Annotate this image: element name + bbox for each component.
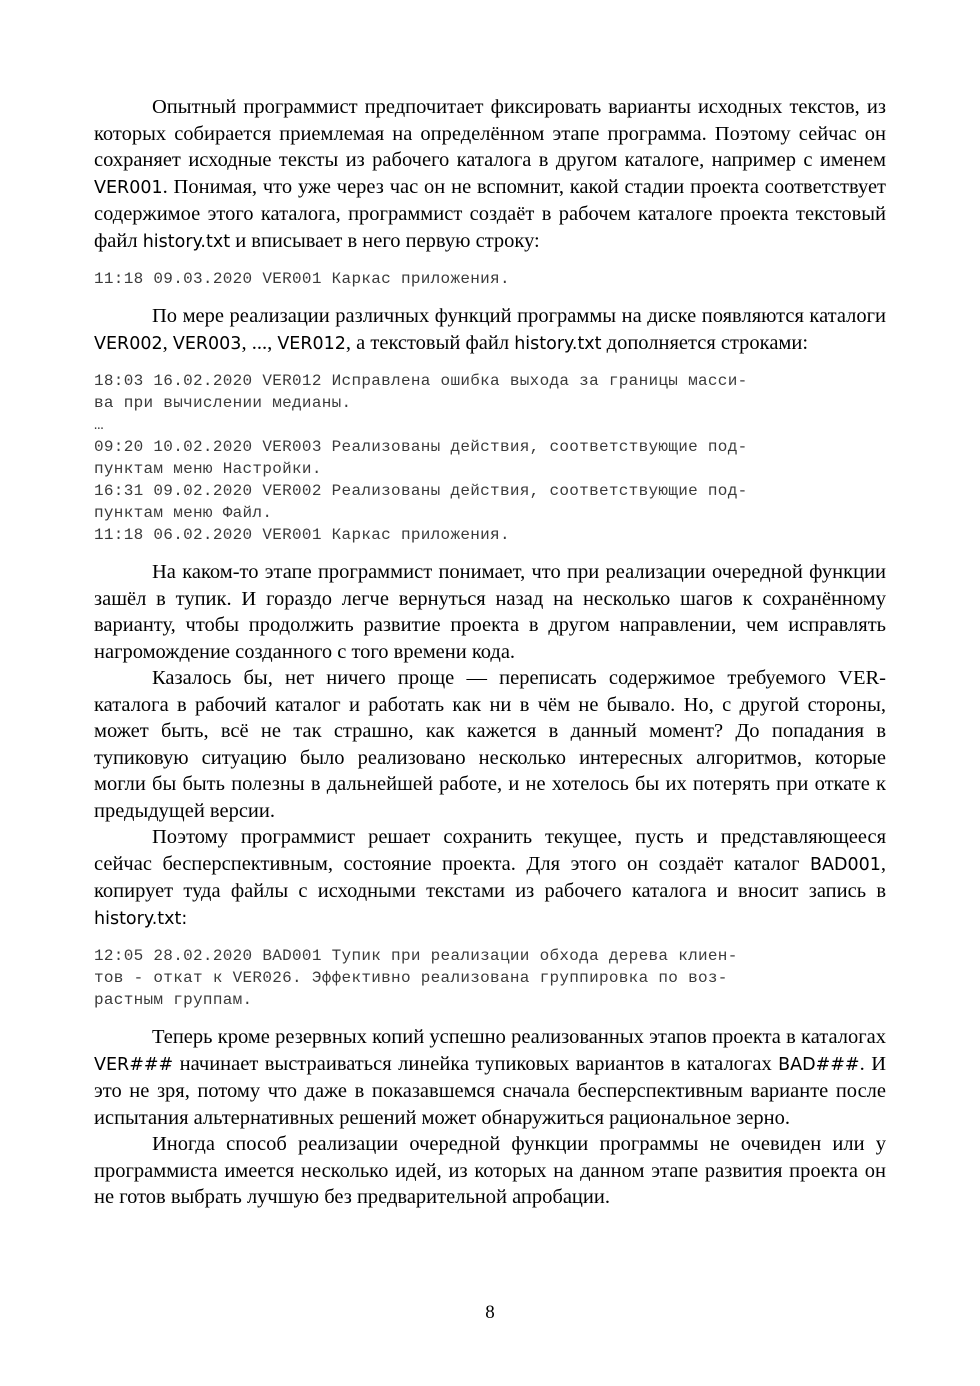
code-line: 12:05 28.02.2020 BAD001 Тупик при реализации обхода дерева клиен- — [94, 947, 738, 965]
file-name: history.txt — [514, 333, 602, 354]
directory-name: BAD001 — [810, 854, 881, 875]
code-line: тов - откат к VER026. Эффективно реализована группировка по воз- — [94, 969, 728, 987]
code-block-first-entry — [94, 268, 886, 290]
directory-pattern: BAD### — [778, 1054, 860, 1075]
directory-name: VER012 — [277, 333, 346, 354]
directory-name: VER001 — [94, 177, 163, 198]
paragraph-rollback: Казалось бы, нет ничего проще — переписать содержимое требуемого VER-каталога в рабочий каталог и работать как ни в чём не бывало. Но, с другой стороны, может быть, всё не так страшно, как кажется в данный момент? До попадания в тупиковую ситуацию было реализовано несколько интересных алгоритмов, которые могли бы быть полезны в дальнейшей работе, и не хотелось бы их потерять при откате к предыдущей версии. — [94, 667, 886, 822]
code-line: 18:03 16.02.2020 VER012 Исправлена ошибка выхода за границы масси- — [94, 372, 748, 390]
directory-name: VER002 — [94, 333, 163, 354]
paragraph-versions: По мере реализации различных функций программы на диске появляются каталоги VER002, VER003, ..., VER012, а текстовый файл history.txt дополняется строками: — [94, 305, 886, 354]
paragraph-intro: Опытный программист предпочитает фиксировать варианты исходных текстов, из которых собирается приемлемая на определённом этапе программа. Поэтому сейчас он сохраняет исходные тексты из рабочего каталога в другом каталоге, например с именем VER001. Понимая, что уже через час он не вспомнит, какой стадии проекта соответствует содержимое этого каталога, программист создаёт в рабочем каталоге проекта текстовый файл history.txt и вписывает в него первую строку: — [94, 96, 886, 252]
directory-name: VER003 — [172, 333, 242, 354]
code-line: ва при вычислении медианы. — [94, 394, 352, 412]
paragraph-backup-lines: Теперь кроме резервных копий успешно реализованных этапов проекта в каталогах VER### начинает выстраиваться линейка тупиковых вариантов в каталогах BAD###. И это не зря, потому что даже в показавшемся сначала бесперспективным варианте после испытания альтернативных решений может обнаружиться рациональное зерно. — [94, 1026, 886, 1129]
code-line: 09:20 10.02.2020 VER003 Реализованы действия, соответствующие под- — [94, 438, 748, 456]
code-line: 11:18 09.03.2020 VER001 Каркас приложения. — [94, 270, 510, 288]
code-line: растным группам. — [94, 991, 253, 1009]
code-block-bad-entry — [94, 945, 886, 1011]
paragraph-dead-end: На каком-то этапе программист понимает, что при реализации очередной функции зашёл в тупик. И гораздо легче вернуться назад на несколько шагов к сохранённому варианту, чтобы продолжить развитие проекта в другом направлении, чем исправлять нагромождение созданного с того времени кода. — [94, 561, 886, 663]
code-line: 16:31 09.02.2020 VER002 Реализованы действия, соответствующие под- — [94, 482, 748, 500]
code-line: пунктам меню Настройки. — [94, 460, 322, 478]
page-number: 8 — [485, 1302, 495, 1323]
file-name: history.txt: — [94, 908, 188, 929]
file-name: history.txt — [142, 231, 231, 252]
code-block-history — [94, 370, 886, 546]
code-line: 11:18 06.02.2020 VER001 Каркас приложения. — [94, 526, 510, 544]
paragraph-bad-catalog: Поэтому программист решает сохранить текущее, пусть и представляющееся сейчас бесперспективным, состояние проекта. Для этого он создаёт каталог BAD001, копирует туда файлы с исходными текстами из рабочего каталога и вносит запись в history.txt: — [94, 826, 886, 929]
directory-pattern: VER### — [94, 1054, 174, 1075]
paragraph-ideas: Иногда способ реализации очередной функции программы не очевиден или у программиста имеется несколько идей, из которых на данном этапе развития проекта он не готов выбрать лучшую без предварительной апробации. — [94, 1133, 886, 1208]
page-body — [94, 94, 886, 1211]
code-line: … — [94, 416, 104, 434]
code-line: пунктам меню Файл. — [94, 504, 273, 522]
